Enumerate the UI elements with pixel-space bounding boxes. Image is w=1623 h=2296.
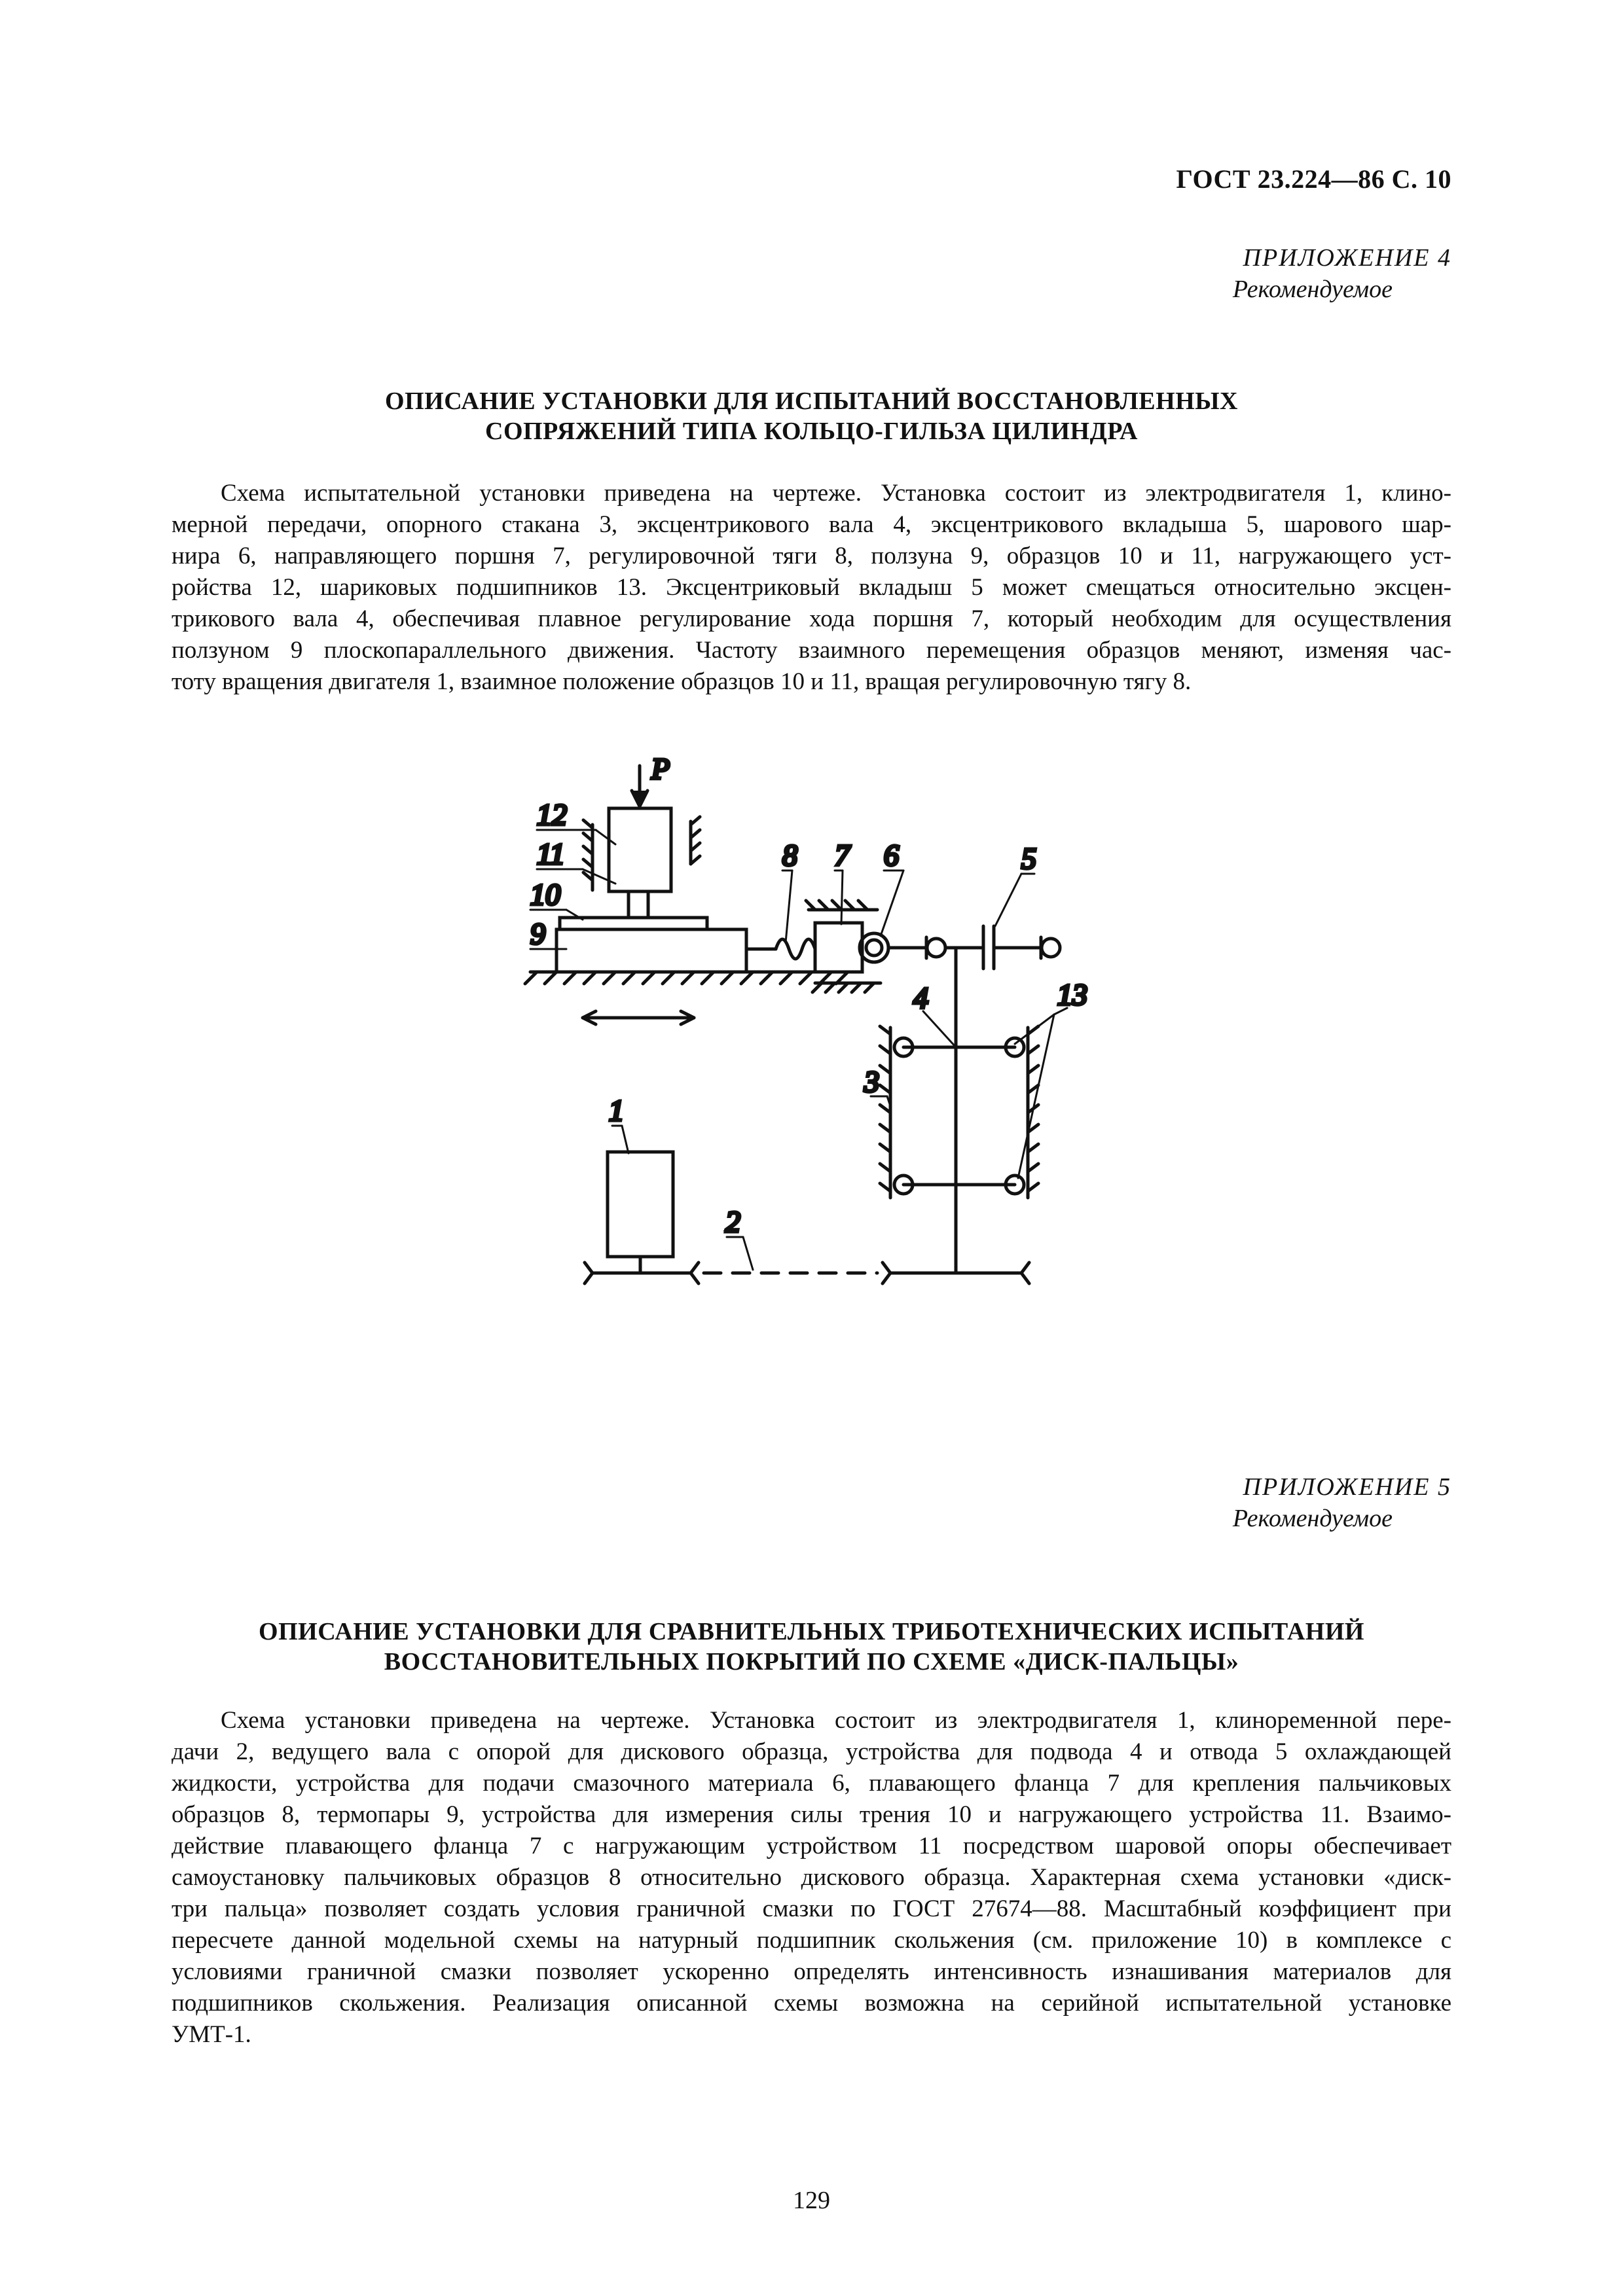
label-1: 1 [609,1094,624,1127]
paragraph-line: мерной передачи, опорного стакана 3, эксцентрикового вала 4, эксцентрикового вкладыша 5, шарового шар- [172,511,1451,538]
test-rig-scheme-diagram [517,753,1120,1329]
ball-joint-6 [860,933,888,962]
paragraph-line: три пальца» позволяет создать условия граничной смазки по ГОСТ 27674—88. Масштабный коэффициент при [172,1895,1451,1922]
paragraph-line: ползуном 9 плоскопараллельного движения. Частоту взаимного перемещения образцов меняют, изменяя час- [172,637,1451,664]
label-7: 7 [835,838,850,872]
label-12: 12 [537,798,567,831]
appendix-5-status: Рекомендуемое [1232,1505,1393,1532]
section-4-title [172,386,1451,446]
support-cup-3 [880,1026,1038,1198]
standard-code-header: ГОСТ 23.224—86 С. 10 [1176,164,1451,194]
label-10: 10 [530,878,560,911]
paragraph-line: дачи 2, ведущего вала с опорой для дискового образца, устройства для подвода 4 и отвода 5 охлаждающей [172,1738,1451,1765]
bearing [927,939,945,957]
paragraph-line: УМТ-1. [172,2021,251,2048]
paragraph-line: образцов 8, термопары 9, устройства для измерения силы трения 10 и нагружающего устройства 11. Взаимо- [172,1801,1451,1828]
label-3: 3 [864,1065,879,1098]
label-4: 4 [913,981,928,1014]
section-5-title [172,1617,1451,1677]
paragraph-line: действие плавающего фланца 7 с нагружающим устройством 11 посредством шаровой опоры обеспечивает [172,1833,1451,1859]
section-4-paragraph [172,478,1451,698]
force-arrow [632,766,647,806]
reciprocation-arrow [583,1011,694,1024]
appendix-4-number: ПРИЛОЖЕНИЕ 4 [1243,244,1451,272]
bearing [1042,939,1060,957]
section-5-title-line-1: ОПИСАНИЕ УСТАНОВКИ ДЛЯ СРАВНИТЕЛЬНЫХ ТРИБОТЕХНИЧЕСКИХ ИСПЫТАНИЙ [259,1618,1364,1645]
label-2: 2 [725,1205,740,1238]
label-force-P: P [651,753,670,785]
label-9: 9 [530,917,545,950]
label-11: 11 [537,837,565,870]
label-5: 5 [1021,842,1036,875]
loading-device-12 [609,808,671,891]
leader-lines [530,830,1067,1270]
base-ground [525,972,848,984]
electric-motor-1 [608,1152,673,1257]
paragraph-line: условиями граничной смазки позволяет ускоренно определять интенсивность изнашивания материалов для [172,1958,1451,1985]
label-8: 8 [782,838,797,872]
paragraph-line: тоту вращения двигателя 1, взаимное положение образцов 10 и 11, вращая регулировочную тягу 8. [172,668,1192,695]
appendix-4-status: Рекомендуемое [1232,276,1393,303]
loading-device-guides [583,817,700,890]
label-13: 13 [1057,978,1087,1011]
adjustment-rod-8 [776,939,815,959]
ball-bearings-13 [894,1038,1024,1194]
section-5-paragraph [172,1705,1451,2051]
paragraph-line: Схема установки приведена на чертеже. Установка состоит из электродвигателя 1, клиноременной пере- [221,1707,1451,1734]
guide-piston-7 [815,923,862,972]
appendix-5-caption [1233,1471,1451,1534]
paragraph-line: жидкости, устройства для подачи смазочного материала 6, плавающего фланца 7 для крепления пальчиковых [172,1770,1451,1797]
paragraph-line: ройства 12, шариковых подшипников 13. Эксцентриковый вкладыш 5 может смещаться относительно эксцен- [172,574,1451,601]
section-4-title-line-1: ОПИСАНИЕ УСТАНОВКИ ДЛЯ ИСПЫТАНИЙ ВОССТАНОВЛЕННЫХ [385,387,1238,415]
appendix-5-number: ПРИЛОЖЕНИЕ 5 [1243,1473,1451,1501]
page-number: 129 [793,2187,830,2214]
paragraph-line: самоустановку пальчиковых образцов 8 относительно дискового образца. Характерная схема установки «диск- [172,1864,1451,1891]
slider-9 [556,929,746,972]
section-5-title-line-2: ВОССТАНОВИТЕЛЬНЫХ ПОКРЫТИЙ ПО СХЕМЕ «ДИСК-ПАЛЬЦЫ» [384,1648,1239,1676]
paragraph-line: нира 6, направляющего поршня 7, регулировочной тяги 8, ползуна 9, образцов 10 и 11, нагружающего уст- [172,543,1451,569]
section-4-title-line-2: СОПРЯЖЕНИЙ ТИПА КОЛЬЦО-ГИЛЬЗА ЦИЛИНДРА [485,418,1138,445]
paragraph-line: подшипников скольжения. Реализация описанной схемы возможна на серийной испытательной установке [172,1990,1451,2017]
paragraph-line: пересчете данной модельной схемы на натурный подшипник скольжения (см. приложение 10) в комплексе с [172,1927,1451,1954]
label-6: 6 [884,838,899,872]
paragraph-line: Схема испытательной установки приведена на чертеже. Установка состоит из электродвигателя 1, клино- [221,480,1451,507]
paragraph-line: трикового вала 4, обеспечивая плавное регулирование хода поршня 7, который необходим для осуществления [172,605,1451,632]
appendix-4-caption [1233,242,1451,305]
